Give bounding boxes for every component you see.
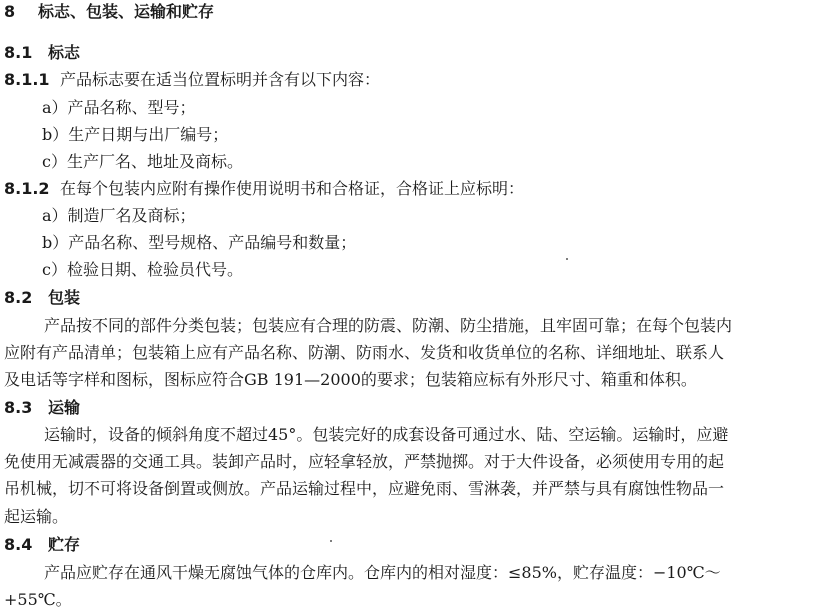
subsection-number: 8.2 xyxy=(4,288,33,307)
paragraph-line: 产品应贮存在通风干燥无腐蚀气体的仓库内。仓库内的相对湿度：≤85%，贮存温度：−10℃～ xyxy=(44,563,721,582)
scan-speck xyxy=(330,540,332,542)
clause-text: 在每个包装内应附有操作使用说明书和合格证，合格证上应标明： xyxy=(60,179,525,198)
subsection-heading xyxy=(4,398,80,418)
paragraph-line: +55℃。 xyxy=(4,590,72,609)
subsection-title: 包装 xyxy=(48,288,81,307)
paragraph-line: 产品按不同的部件分类包装；包装应有合理的防震、防潮、防尘措施，且牢固可靠；在每个包装内 xyxy=(44,316,733,335)
section-number: 8 xyxy=(4,2,16,21)
scan-speck xyxy=(566,258,568,260)
paragraph-line: 应附有产品清单；包装箱上应有产品名称、防潮、防雨水、发货和收货单位的名称、详细地址、联系人 xyxy=(4,343,725,362)
list-item: a）产品名称、型号； xyxy=(42,98,196,117)
clause-number: 8.1.1 xyxy=(4,70,50,89)
clause-8-1-2 xyxy=(4,179,524,199)
subsection-title: 贮存 xyxy=(48,535,81,554)
section-title: 标志、包装、运输和贮存 xyxy=(38,2,215,21)
section-heading xyxy=(4,2,214,22)
list-item: a）制造厂名及商标； xyxy=(42,206,196,225)
list-item: b）生产日期与出厂编号； xyxy=(42,125,229,144)
subsection-number: 8.1 xyxy=(4,43,33,62)
paragraph-line: 运输时，设备的倾斜角度不超过45°。包装完好的成套设备可通过水、陆、空运输。运输时，应避 xyxy=(44,425,729,444)
list-item: c）检验日期、检验员代号。 xyxy=(42,260,243,279)
list-item: c）生产厂名、地址及商标。 xyxy=(42,152,243,171)
subsection-title: 运输 xyxy=(48,398,81,417)
paragraph-line: 及电话等字样和图标，图标应符合GB 191—2000的要求；包装箱应标有外形尺寸、箱重和体积。 xyxy=(4,370,697,389)
subsection-title: 标志 xyxy=(48,43,81,62)
paragraph-line: 起运输。 xyxy=(4,507,69,526)
subsection-number: 8.3 xyxy=(4,398,33,417)
subsection-heading xyxy=(4,43,80,63)
subsection-number: 8.4 xyxy=(4,535,33,554)
paragraph-line: 免使用无减震器的交通工具。装卸产品时，应轻拿轻放，严禁抛掷。对于大件设备，必须使用专用的起 xyxy=(4,452,725,471)
paragraph-line: 吊机械，切不可将设备倒置或侧放。产品运输过程中，应避免雨、雪淋袭，并严禁与具有腐蚀性物品一 xyxy=(4,479,725,498)
subsection-heading xyxy=(4,535,80,555)
clause-number: 8.1.2 xyxy=(4,179,50,198)
subsection-heading xyxy=(4,288,80,308)
clause-8-1-1 xyxy=(4,70,380,90)
clause-text: 产品标志要在适当位置标明并含有以下内容： xyxy=(60,70,381,89)
list-item: b）产品名称、型号规格、产品编号和数量； xyxy=(42,233,357,252)
